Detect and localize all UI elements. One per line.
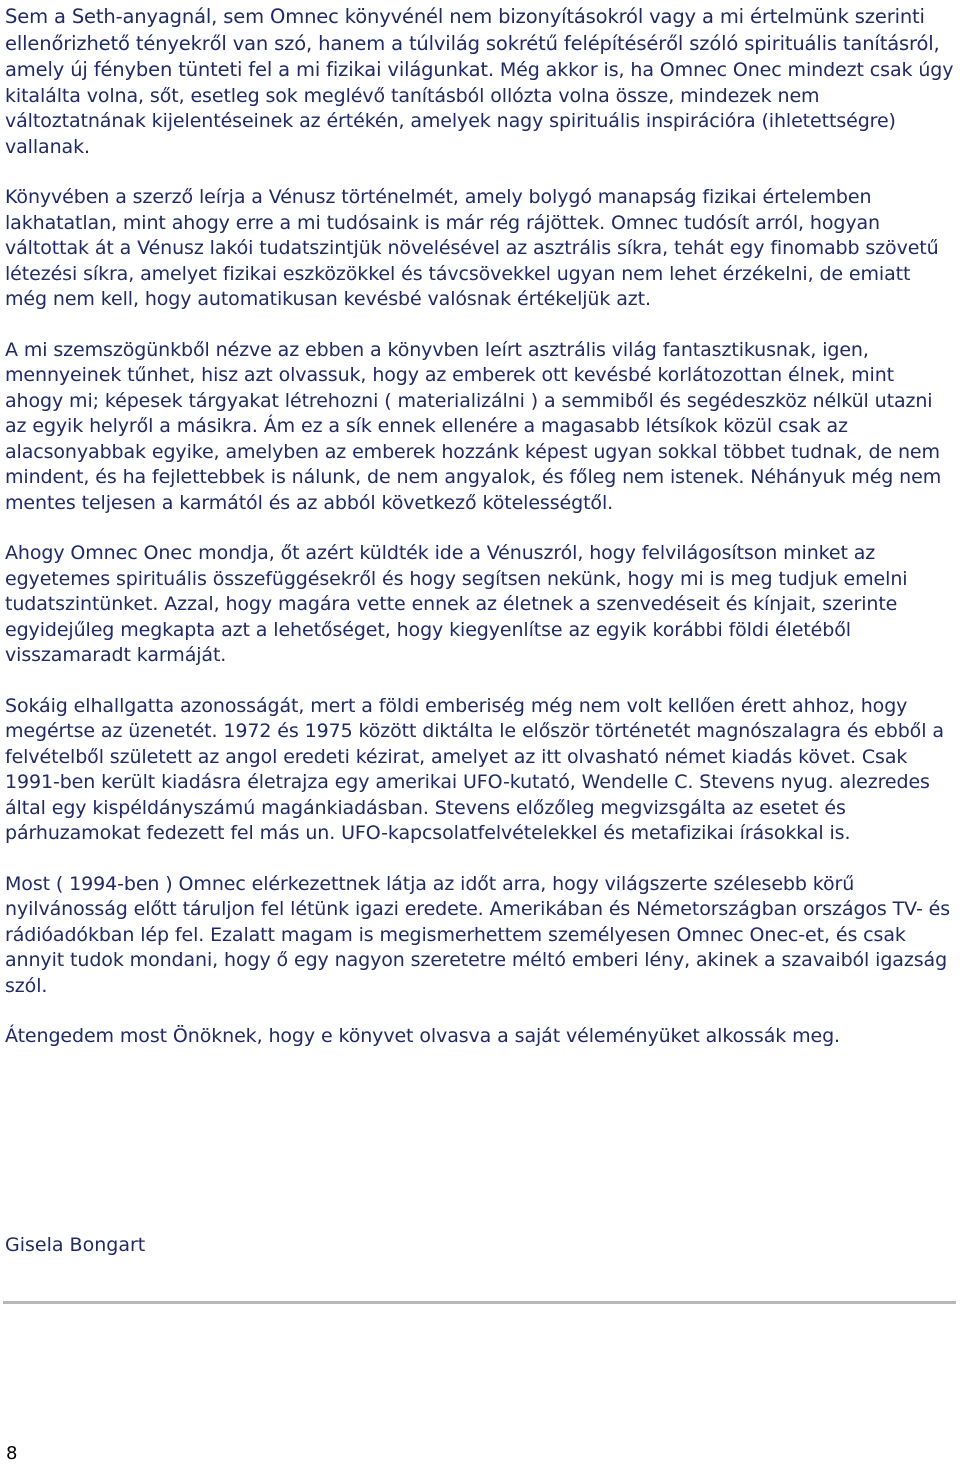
page-number: 8: [6, 1443, 18, 1464]
paragraph-2: Könyvében a szerző leírja a Vénusz történelmét, amely bolygó manapság fizikai értelemben lakhatatlan, mint ahogy erre a mi tudósaink is már rég rájöttek. Omnec tudósít arról, hogyan váltottak át a Vénusz lakói tudatszintjük növelésével az asztrális síkra, tehát egy finomabb szövetű létezési síkra, amelyet fizikai eszközökkel és távcsövekkel ugyan nem lehet érzékelni, de emiatt még nem kell, hogy automatikusan kevésbé valósnak értékeljük azt.: [5, 186, 939, 310]
paragraph-1-lead: Sem a Seth-anyagnál, sem Omnec könyvénél nem bizonyításokról vagy a mi értelmünk szerinti ellenőrizhető tényekről van szó, hanem a túlvilág sokrétű felépítéséről szóló spirituális tanításról, amely új fényben tünteti fel a mi fizikai világunkat.: [5, 5, 940, 81]
document-body: [5, 4, 955, 1050]
paragraph-1-rest: Még akkor is, ha Omnec Onec mindezt csak úgy kitalálta volna, sőt, esetleg sok meglévő tanításból ollózta volna össze, mindezek nem változtatnának kijelentéseinek az értékén, amelyek nagy spirituális inspirációra (ihletettségre) vallanak.: [5, 59, 954, 158]
paragraph-5: Sokáig elhallgatta azonosságát, mert a földi emberiség még nem volt kellően érett ahhoz, hogy megértse az üzenetét. 1972 és 1975 között diktálta le először történetét magnószalagra és ebből a felvételből született az angol eredeti kézirat, amelyet az itt olvasható német kiadás követ. Csak 1991-ben került kiadásra életrajza egy amerikai UFO-kutató, Wendelle C. Stevens nyug. alezredes által egy kispéldányszámú magánkiadásban. Stevens előzőleg megvizsgálta az esetet és párhuzamokat fedezett fel más un. UFO-kapcsolatfelvételekkel és metafizikai írásokkal is.: [5, 694, 944, 844]
paragraph-3: A mi szemszögünkből nézve az ebben a könyvben leírt asztrális világ fantasztikusnak, igen, mennyeinek tűnhet, hisz azt olvassuk, hogy az emberek ott kevésbé korlátozottan élnek, mint ahogy mi; képesek tárgyakat létrehozni ( materializálni ) a semmiből és segédeszköz nélkül utazni az egyik helyről a másikra. Ám ez a sík ennek ellenére a magasabb létsíkok közül csak az alacsonyabbak egyike, amelyben az emberek hozzánk képest ugyan sokkal többet tudnak, de nem mindent, és ha fejlettebbek is nálunk, de nem angyalok, és főleg nem istenek. Néhányuk még nem mentes teljesen a karmától és az abból következő kötelességtől.: [5, 338, 942, 514]
author-signature: Gisela Bongart: [5, 1234, 146, 1256]
paragraph-4: Ahogy Omnec Onec mondja, őt azért küldték ide a Vénuszról, hogy felvilágosítson minket az egyetemes spirituális összefüggésekről és hogy segítsen nekünk, hogy mi is meg tudjuk emelni tudatszintünket. Azzal, hogy magára vette ennek az életnek a szenvedéseit és kínjait, szerinte egyidejűleg megkapta azt a lehetőséget, hogy kiegyenlítse az egyik korábbi földi életéből visszamaradt karmáját.: [5, 542, 908, 666]
paragraph-6: Most ( 1994-ben ) Omnec elérkezettnek látja az időt arra, hogy világszerte szélesebb körű nyilvánosság előtt táruljon fel létünk igazi eredete. Amerikában és Németországban országos TV- és rádióadókban lép fel. Ezalatt magam is megismerhettem személyesen Omnec Onec-et, és csak annyit tudok mondani, hogy ő egy nagyon szeretetre méltó emberi lény, akinek a szavaiból igazság szól.: [5, 872, 951, 997]
paragraph-1: [5, 4, 955, 160]
horizontal-divider: [3, 1301, 956, 1304]
paragraph-7: Átengedem most Önöknek, hogy e könyvet olvasva a saját véleményüket alkossák meg.: [5, 1025, 840, 1047]
